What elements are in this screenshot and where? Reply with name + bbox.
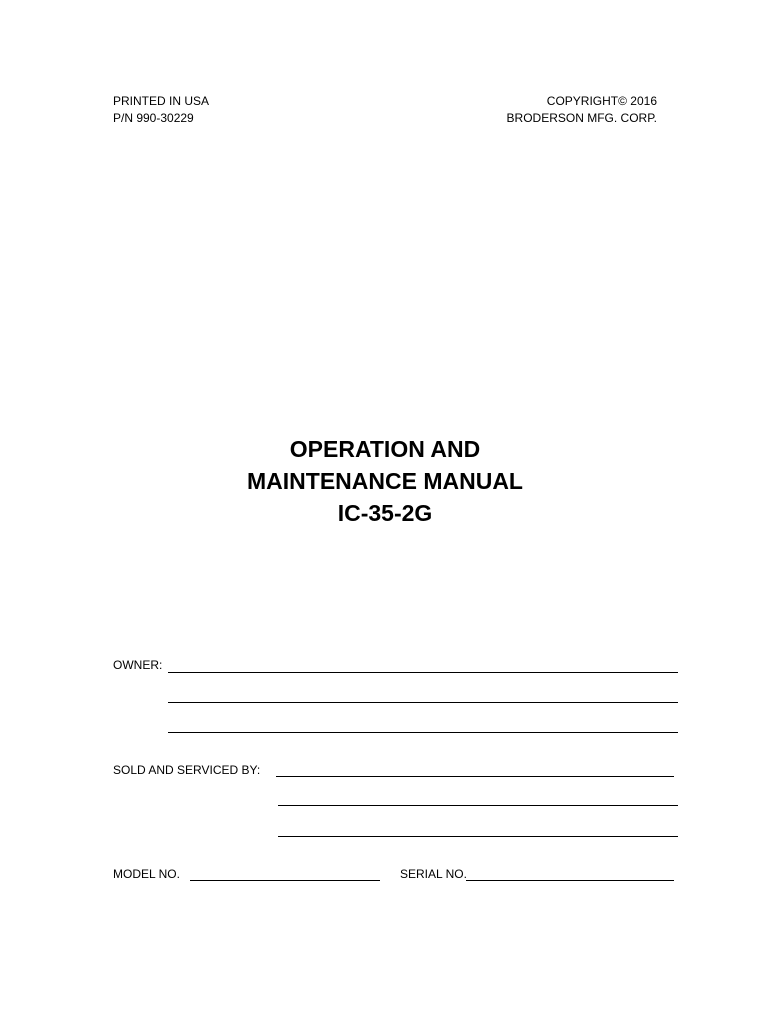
serial-number-label: SERIAL NO. [400, 867, 467, 881]
sold-serviced-label: SOLD AND SERVICED BY: [113, 763, 261, 777]
model-number-line[interactable] [190, 880, 380, 881]
header-left [113, 93, 209, 127]
sold-serviced-line-3[interactable] [278, 836, 678, 837]
printed-in-text: PRINTED IN USA [113, 94, 210, 108]
owner-line-2[interactable] [168, 702, 678, 703]
owner-line-3[interactable] [168, 732, 678, 733]
serial-number-line[interactable] [466, 880, 674, 881]
sold-serviced-line-1[interactable] [276, 776, 674, 777]
title-line-3: IC-35-2G [337, 500, 433, 526]
manual-title [0, 433, 770, 529]
model-number-label: MODEL NO. [113, 867, 180, 881]
title-line-2: MAINTENANCE MANUAL [247, 468, 523, 494]
copyright-text: COPYRIGHT© 2016 [546, 94, 657, 108]
title-line-1: OPERATION AND [289, 436, 481, 462]
header-right [507, 93, 657, 127]
company-name-text: BRODERSON MFG. CORP. [506, 111, 657, 125]
sold-serviced-line-2[interactable] [278, 805, 678, 806]
owner-line-1[interactable] [168, 672, 678, 673]
owner-label: OWNER: [113, 658, 163, 672]
part-number-text: P/N 990-30229 [113, 111, 194, 125]
